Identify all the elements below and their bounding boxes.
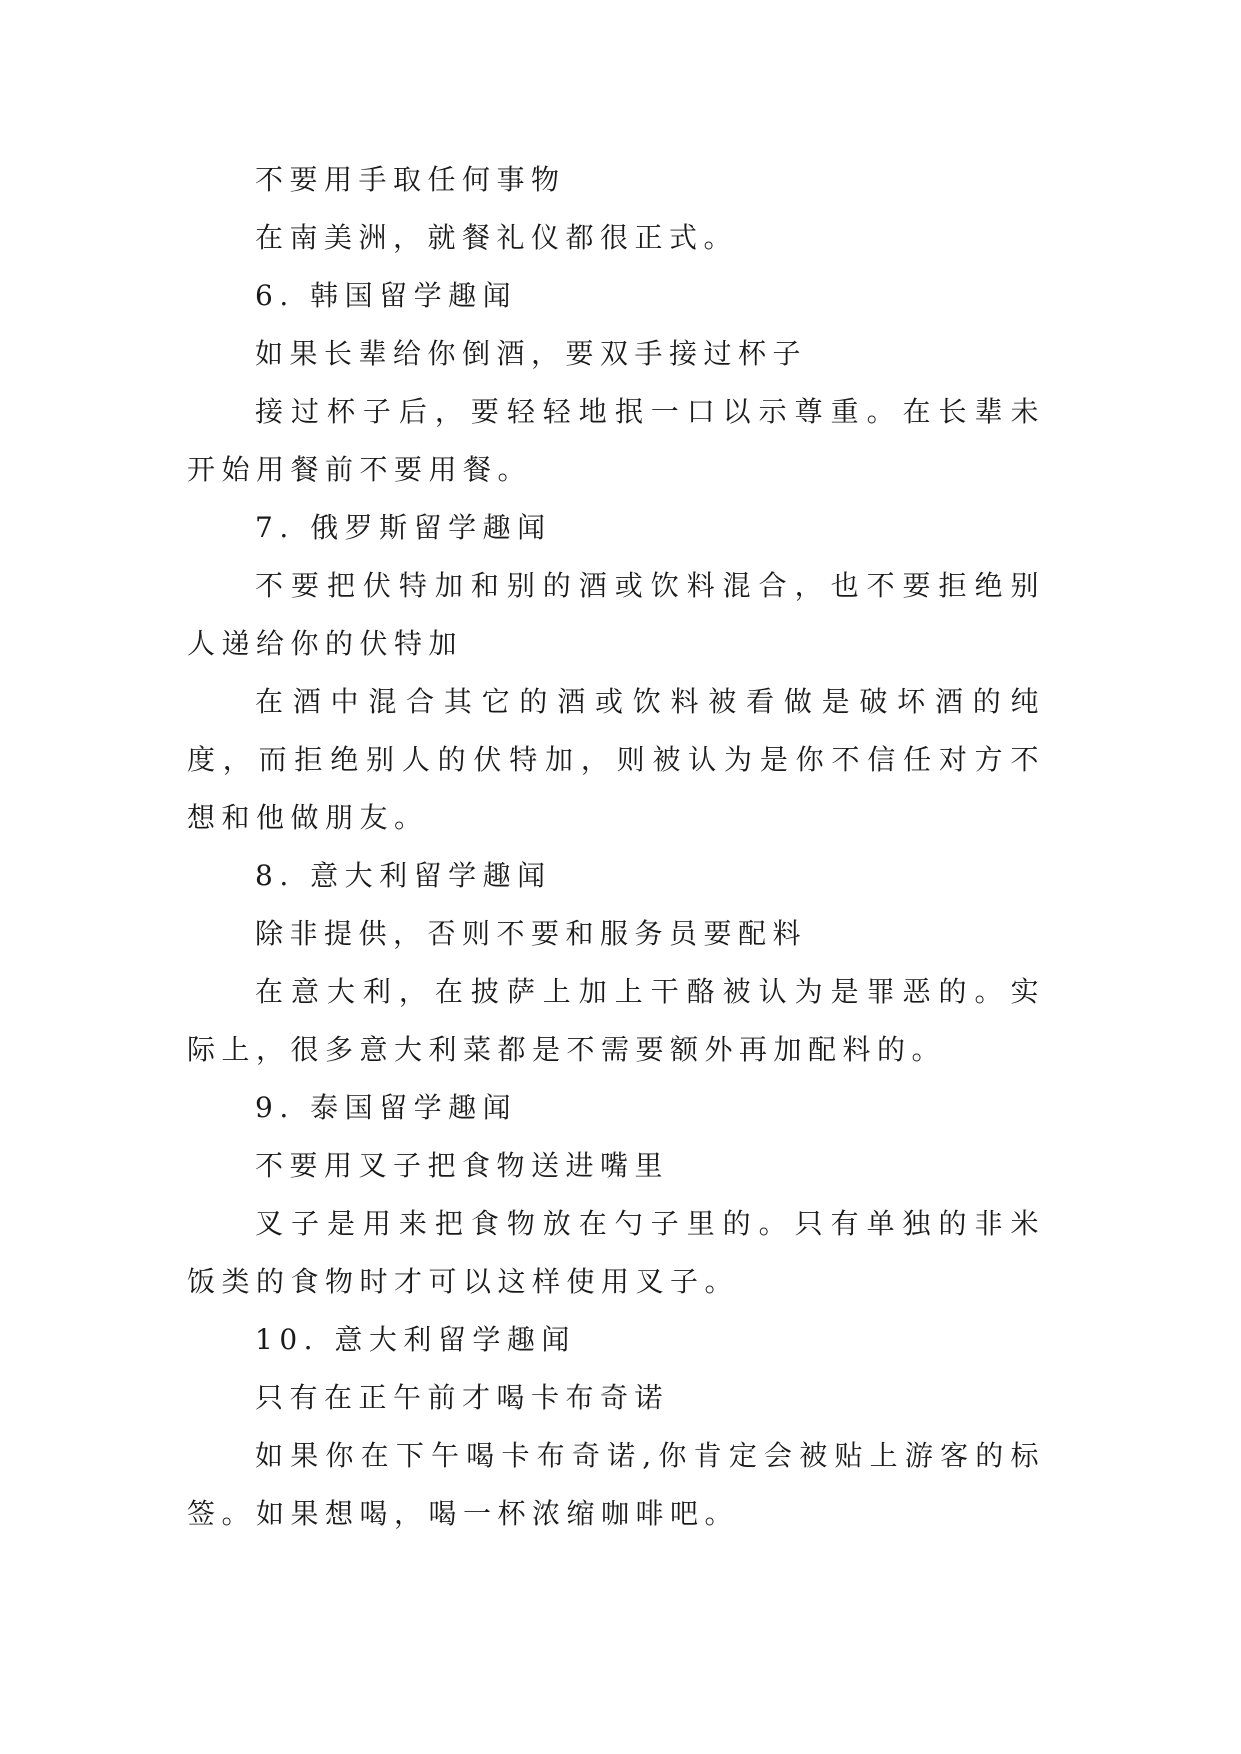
paragraph-explanation: 在意大利，在披萨上加上干酪被认为是罪恶的。实际上，很多意大利菜都是不需要额外再加配料的。	[187, 975, 1045, 1066]
paragraph-rule: 如果长辈给你倒酒，要双手接过杯子	[255, 337, 808, 370]
paragraph-rule: 不要用叉子把食物送进嘴里	[255, 1149, 670, 1182]
paragraph-explanation: 在南美洲，就餐礼仪都很正式。	[255, 221, 739, 254]
paragraph-rule: 只有在正午前才喝卡布奇诺	[255, 1381, 670, 1414]
paragraph-explanation: 叉子是用来把食物放在勺子里的。只有单独的非米饭类的食物时才可以这样使用叉子。	[187, 1207, 1045, 1298]
section-heading-russia: 7. 俄罗斯留学趣闻	[255, 511, 552, 544]
paragraph-rule: 不要用手取任何事物	[255, 163, 566, 196]
section-heading-korea: 6. 韩国留学趣闻	[255, 279, 518, 312]
paragraph-explanation: 接过杯子后，要轻轻地抿一口以示尊重。在长辈未开始用餐前不要用餐。	[187, 395, 1045, 486]
paragraph-rule: 不要把伏特加和别的酒或饮料混合，也不要拒绝别人递给你的伏特加	[187, 569, 1045, 660]
document-body	[187, 151, 1045, 1543]
paragraph-explanation: 如果你在下午喝卡布奇诺,你肯定会被贴上游客的标签。如果想喝，喝一杯浓缩咖啡吧。	[187, 1439, 1045, 1530]
section-heading-italy-2: 10. 意大利留学趣闻	[255, 1323, 576, 1356]
paragraph-rule: 除非提供，否则不要和服务员要配料	[255, 917, 808, 950]
section-heading-italy: 8. 意大利留学趣闻	[255, 859, 552, 892]
section-heading-thailand: 9. 泰国留学趣闻	[255, 1091, 518, 1124]
paragraph-explanation: 在酒中混合其它的酒或饮料被看做是破坏酒的纯度，而拒绝别人的伏特加，则被认为是你不信任对方不想和他做朋友。	[187, 685, 1045, 834]
